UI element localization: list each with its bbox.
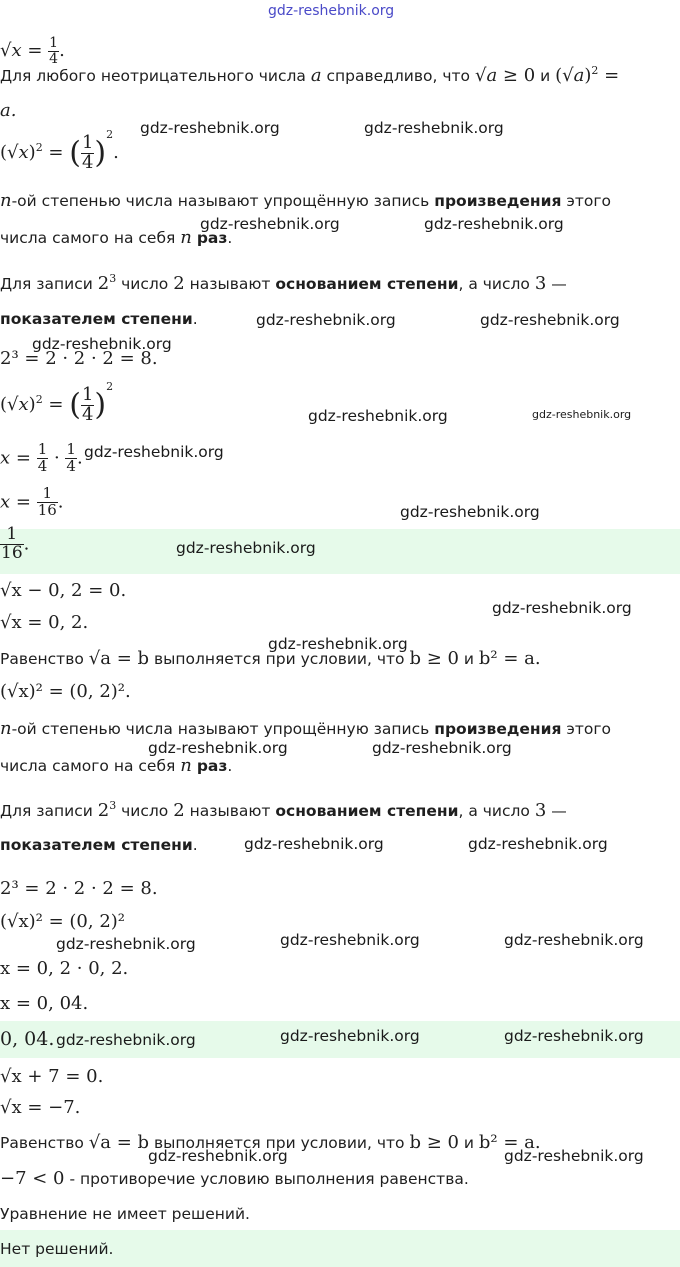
watermark: gdz-reshebnik.org xyxy=(504,1027,644,1045)
line-sqrt-x-equals-quarter: √x = $\frac{1}{4}$ . xyxy=(0,35,65,67)
power-definition-1b: числа самого на себя n раз. xyxy=(0,227,233,248)
square-both-sides-4: (√x)² = (0, 2)² xyxy=(0,911,126,932)
answer-2: 0, 04. xyxy=(0,1028,55,1050)
square-both-sides-2: $(√x)^2$ = ( $\frac{1}{4}$ )$^2$ xyxy=(0,380,114,425)
rule-sqrt-tail: a. xyxy=(0,100,17,121)
rule-sqrt-nonneg: Для любого неотрицательного числа a справедливо, что √a ≥ 0 и $(√a)^2$ = xyxy=(0,64,620,86)
power-definition-1: n-ой степенью числа называют упрощённую запись произведения этого xyxy=(0,190,612,211)
example-power-1: 2³ = 2 · 2 · 2 = 8. xyxy=(0,348,158,369)
equation-3b: √x = −7. xyxy=(0,1097,81,1118)
square-both-sides-1: $(√x)^2$ = ( $\frac{1}{4}$ )$^2$. xyxy=(0,128,119,173)
x-product-2: x = 0, 2 · 0, 2. xyxy=(0,958,129,979)
watermark: gdz-reshebnik.org xyxy=(140,119,280,137)
watermark: gdz-reshebnik.org xyxy=(532,408,632,421)
watermark: gdz-reshebnik.org xyxy=(492,599,632,617)
condition-rule-2: Равенство √a = b выполняется при условии, что b ≥ 0 и b² = a. xyxy=(0,1132,541,1153)
answer-1: $\frac{1}{16}$ . xyxy=(1,524,30,563)
power-definition-2b: числа самого на себя n раз. xyxy=(0,755,233,776)
exponent-definition-2: показателем степени. xyxy=(0,836,198,854)
equation-2a: √x − 0, 2 = 0. xyxy=(0,580,127,601)
watermark: gdz-reshebnik.org xyxy=(268,635,408,653)
watermark: gdz-reshebnik.org xyxy=(364,119,504,137)
equation-3a: √x + 7 = 0. xyxy=(0,1066,104,1087)
watermark: gdz-reshebnik.org xyxy=(308,407,448,425)
watermark: gdz-reshebnik.org xyxy=(148,1147,288,1165)
answer-3: Нет решений. xyxy=(0,1240,114,1258)
watermark: gdz-reshebnik.org xyxy=(504,1147,644,1165)
watermark: gdz-reshebnik.org xyxy=(32,335,172,353)
watermark: gdz-reshebnik.org xyxy=(372,739,512,757)
watermark: gdz-reshebnik.org xyxy=(200,215,340,233)
watermark: gdz-reshebnik.org xyxy=(504,931,644,949)
x-result-1: x = $\frac{1}{16}$ . xyxy=(0,484,64,519)
equation-2b: √x = 0, 2. xyxy=(0,612,89,633)
watermark: gdz-reshebnik.org xyxy=(84,443,224,461)
watermark: gdz-reshebnik.org xyxy=(424,215,564,233)
x-result-2: x = 0, 04. xyxy=(0,993,89,1014)
base-definition-1: Для записи $2^3$ число 2 называют основанием степени, а число 3 — xyxy=(0,272,567,294)
watermark: gdz-reshebnik.org xyxy=(400,503,540,521)
answer-highlight-1 xyxy=(0,529,680,574)
base-definition-2: Для записи $2^3$ число 2 называют основанием степени, а число 3 — xyxy=(0,799,567,821)
x-product-1: x = $\frac{1}{4}$ · $\frac{1}{4}$ . xyxy=(0,440,83,475)
no-solution-text: Уравнение не имеет решений. xyxy=(0,1205,250,1223)
watermark: gdz-reshebnik.org xyxy=(468,835,608,853)
exponent-definition-1: показателем степени. xyxy=(0,310,198,328)
watermark: gdz-reshebnik.org xyxy=(56,1031,196,1049)
watermark: gdz-reshebnik.org xyxy=(256,311,396,329)
watermark: gdz-reshebnik.org xyxy=(148,739,288,757)
watermark: gdz-reshebnik.org xyxy=(480,311,620,329)
contradiction-note: −7 < 0 - противоречие условию выполнения равенства. xyxy=(0,1168,469,1189)
watermark: gdz-reshebnik.org xyxy=(268,3,395,19)
square-both-sides-3: (√x)² = (0, 2)². xyxy=(0,681,131,702)
power-definition-2: n-ой степенью числа называют упрощённую запись произведения этого xyxy=(0,718,612,739)
watermark: gdz-reshebnik.org xyxy=(176,539,316,557)
watermark: gdz-reshebnik.org xyxy=(56,935,196,953)
condition-rule-1: Равенство √a = b выполняется при условии, что b ≥ 0 и b² = a. xyxy=(0,648,541,669)
example-power-2: 2³ = 2 · 2 · 2 = 8. xyxy=(0,878,158,899)
watermark: gdz-reshebnik.org xyxy=(280,931,420,949)
watermark: gdz-reshebnik.org xyxy=(280,1027,420,1045)
watermark: gdz-reshebnik.org xyxy=(244,835,384,853)
